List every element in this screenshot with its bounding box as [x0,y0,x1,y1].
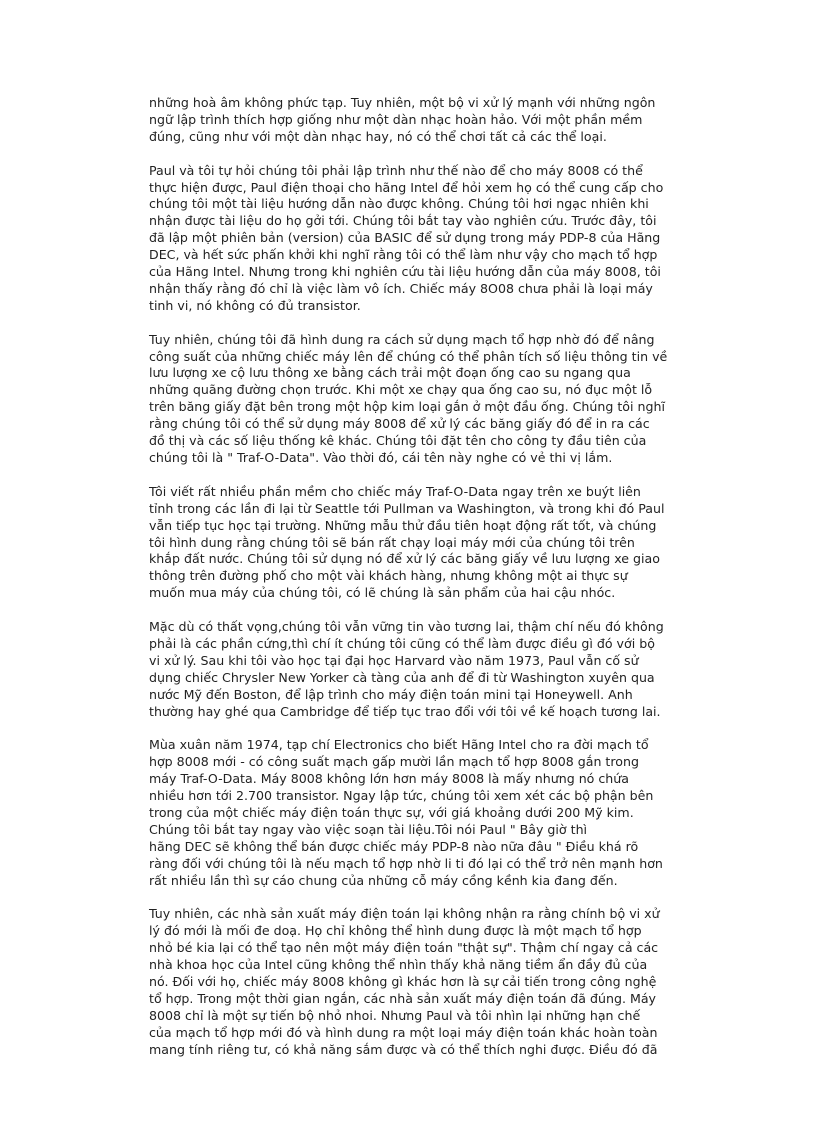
body-text [149,95,679,1075]
paragraph: Tuy nhiên, chúng tôi đã hình dung ra cách sử dụng mạch tổ hợp nhờ đó để nâng công suất của những chiếc máy lên để chúng có thể phân tích số liệu thông tin về lưu lượng xe cộ lưu thông xe bằng cách trải một đoạn ống cao su ngang qua những quãng đường chọn trước. Khi một xe chạy qua ống cao su, nó đục một lỗ trên băng giấy đặt bên trong một hộp kim loại gắn ở một đầu ống. Chúng tôi nghĩ rằng chúng tôi có thể sử dụng máy 8008 để xử lý các băng giấy đó để in ra các đồ thị và các số liệu thống kê khác. Chúng tôi đặt tên cho công ty đầu tiên của chúng tôi là " Traf-O-Data". Vào thời đó, cái tên này nghe có vẻ thi vị lắm. [149,331,668,465]
paragraph: Paul và tôi tự hỏi chúng tôi phải lập trình như thế nào để cho máy 8008 có thể thực hiện được, Paul điện thoại cho hãng Intel để hỏi xem họ có thể cung cấp cho chúng tôi một tài liệu hướng dẫn nào được không. Chúng tôi hơi ngạc nhiên khi nhận được tài liệu do họ gởi tới. Chúng tôi bắt tay vào nghiên cứu. Trước đây, tôi đã lập một phiên bản (version) của BASIC để sử dụng trong máy PDP-8 của Hãng DEC, và hết sức phấn khởi khi nghĩ rằng tôi có thể làm như vậy cho mạch tổ hợp của Hãng Intel. Nhưng trong khi nghiên cứu tài liệu hướng dẫn của máy 8008, tôi nhận thấy rằng đó chỉ là việc làm vô ích. Chiếc máy 8O08 chưa phải là loại máy tinh vi, nó không có đủ transistor. [149,162,664,313]
paragraph: Tôi viết rất nhiều phần mềm cho chiếc máy Traf-O-Data ngay trên xe buýt liên tỉnh trong các lần đi lại từ Seattle tới Pullman va Washington, và trong khi đó Paul vẫn tiếp tục học tại trường. Những mẫu thử đầu tiên hoạt động rất tốt, và chúng tôi hình dung rằng chúng tôi sẽ bán rất chạy loại máy mới của chúng tôi trên khắp đất nước. Chúng tôi sử dụng nó để xử lý các băng giấy về lưu lượng xe giao thông trên đường phố cho một vài khách hàng, nhưng không một ai thực sự muốn mua máy của chúng tôi, có lẽ chúng là sản phẩm của hai cậu nhóc. [149,483,665,601]
paragraph: Mặc dù có thất vọng,chúng tôi vẫn vững tin vào tương lai, thậm chí nếu đó không phải là các phần cứng,thì chí ít chúng tôi cũng có thể làm được điều gì đó với bộ vi xử lý. Sau khi tôi vào học tại đại học Harvard vào năm 1973, Paul vẫn cố sử dụng chiếc Chrysler New Yorker cà tàng của anh để đi từ Washington xuyên qua nước Mỹ đến Boston, để lập trình cho máy điện toán mini tại Honeywell. Anh thường hay ghé qua Cambridge để tiếp tục trao đổi với tôi về kế hoạch tương lai. [149,619,664,719]
paragraph: Mùa xuân năm 1974, tạp chí Electronics cho biết Hãng Intel cho ra đời mạch tổ hợp 8008 mới - có công suất mạch gấp mười lần mạch tổ hợp 8008 gắn trong máy Traf-O-Data. Máy 8008 không lớn hơn máy 8008 là mấy nhưng nó chứa nhiều hơn tới 2.700 transistor. Ngay lập tức, chúng tôi xem xét các bộ phận bên trong của một chiếc máy điện toán thực sự, với giá khoảng dưới 200 Mỹ kim. Chúng tôi bắt tay ngay vào việc soạn tài liệu.Tôi nói Paul " Bây giờ thì hãng DEC sẽ không thể bán được chiếc máy PDP-8 nào nữa đâu " Điều khá rõ ràng đối với chúng tôi là nếu mạch tổ hợp nhờ li ti đó lại có thể trở nên mạnh hơn rất nhiều lần thì sự cáo chung của những cỗ máy cồng kềnh kia đang đến. [149,737,663,888]
paragraph: Tuy nhiên, các nhà sản xuất máy điện toán lại không nhận ra rằng chính bộ vi xử lý đó mới là mối đe doạ. Họ chỉ không thể hình dung được là một mạch tổ hợp nhỏ bé kia lại có thể tạo nên một máy điện toán "thật sự". Thậm chí ngay cả các nhà khoa học của Intel cũng không thể nhìn thấy khả năng tiềm ẩn đầy đủ của nó. Đối với họ, chiếc máy 8008 không gì khác hơn là sự cải tiến trong công nghệ tổ hợp. Trong một thời gian ngắn, các nhà sản xuất máy điện toán đã đúng. Máy 8008 chỉ là một sự tiến bộ nhỏ nhoi. Nhưng Paul và tôi nhìn lại những hạn chế của mạch tổ hợp mới đó và hình dung ra một loại máy điện toán khác hoàn toàn mang tính riêng tư, có khả năng sắm được và có thể thích nghi được. Điều đó đã [149,906,660,1057]
paragraph: những hoà âm không phức tạp. Tuy nhiên, một bộ vi xử lý mạnh với những ngôn ngữ lập trình thích hợp giống như một dàn nhạc hoàn hảo. Với một phần mềm đúng, cũng như với một dàn nhạc hay, nó có thể chơi tất cả các thể loại. [149,95,656,144]
